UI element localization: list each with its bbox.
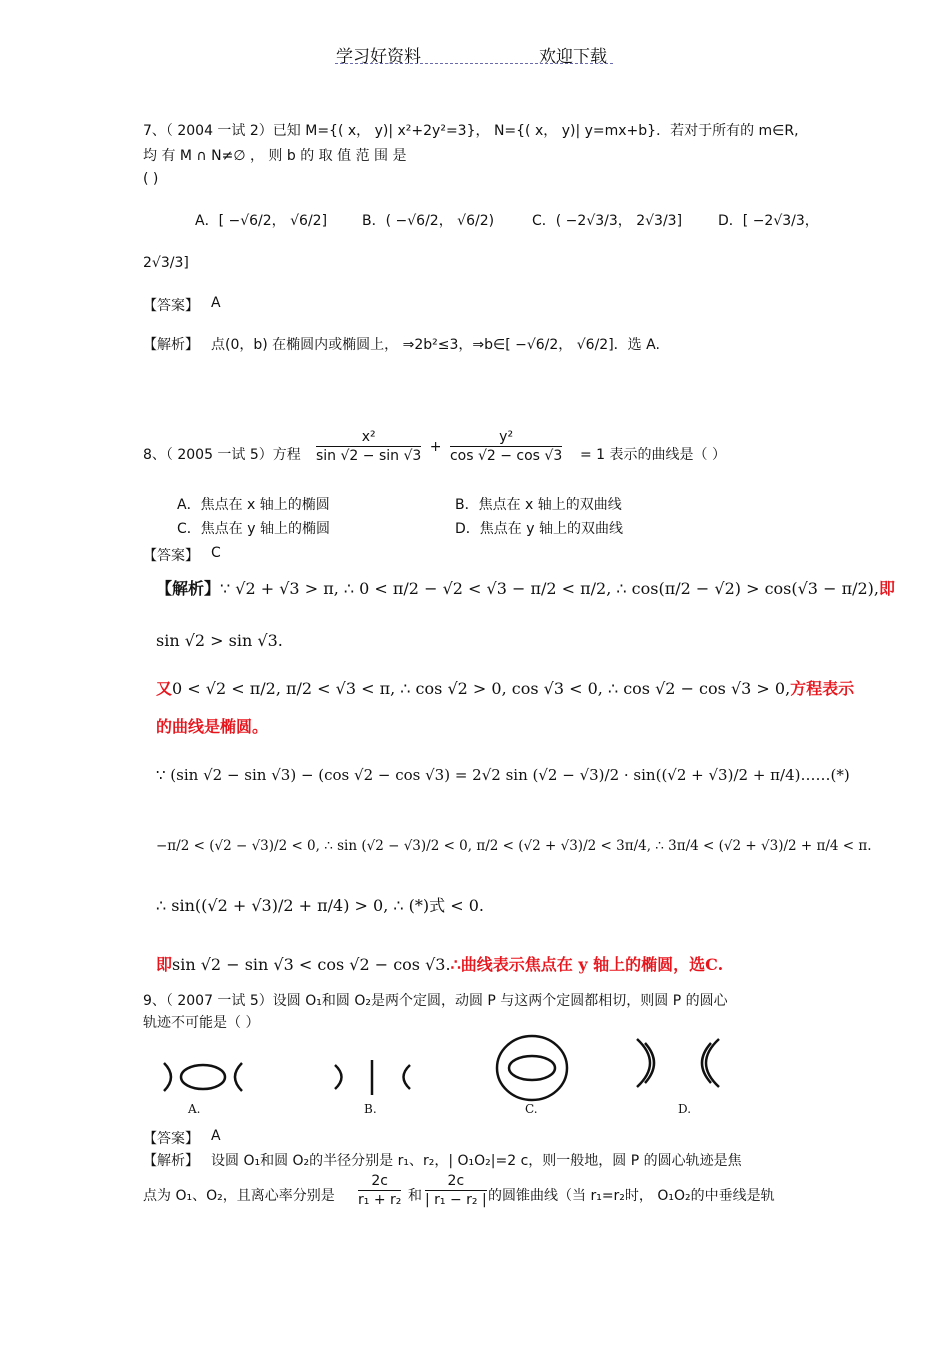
q7-answer-label: 【答案】	[143, 298, 199, 314]
q9-analysis-line2-mid: 和	[408, 1188, 422, 1204]
q8-option-a: A．焦点在 x 轴上的椭圆	[177, 497, 330, 513]
q9-fraction-b-num: 2c	[425, 1172, 487, 1191]
q8-analysis-line8	[156, 952, 723, 975]
q9-analysis-line1: 设圆 O₁和圆 O₂的半径分别是 r₁、r₂，| O₁O₂|=2 c，则一般地，圆 P 的圆心轨迹是焦	[211, 1153, 742, 1169]
q7-answer: A	[211, 295, 221, 311]
q8-answer-label: 【答案】	[143, 548, 199, 564]
q8-analysis-l2: sin √2 > sin √3.	[156, 631, 283, 650]
q8-fraction-y-den: cos √2 − cos √3	[449, 448, 563, 464]
figure-d-label: D.	[678, 1102, 692, 1116]
header-right: 欢迎下载	[539, 47, 607, 67]
q8-fraction-y-num: y²	[450, 428, 562, 447]
q8-analysis-l8-red: 即	[156, 955, 173, 974]
q8-analysis-l1-red: 即	[878, 579, 895, 598]
q9-analysis-line2-suffix: 的圆锥曲线（当 r₁=r₂时， O₁O₂的中垂线是轨	[488, 1188, 775, 1204]
q7-option-a: A．[ −√6/2， √6/2]	[195, 213, 328, 229]
q9-answer: A	[211, 1128, 221, 1144]
q8-analysis-l1: ∵ √2 + √3 > π, ∴ 0 < π/2 − √2 < √3 − π/2 < π/2, ∴ cos(π/2 − √2) > cos(√3 − π/2),	[220, 579, 879, 598]
q8-answer: C	[211, 545, 221, 561]
q8-analysis-l7: ∴ sin((√2 + √3)/2 + π/4) > 0, ∴ (*)式 < 0.	[156, 896, 484, 915]
figure-c-label: C.	[525, 1102, 538, 1116]
q8-analysis-l4: 的曲线是椭圆。	[156, 717, 269, 736]
q8-analysis-l6: −π/2 < (√2 − √3)/2 < 0, ∴ sin (√2 − √3)/2 < 0, π/2 < (√2 + √3)/2 < 3π/4, ∴ 3π/4 < (√2 + √3)/2 + π/4 < π.	[156, 838, 872, 854]
q8-analysis-l8: sin √2 − sin √3 < cos √2 − cos √3.	[172, 955, 451, 974]
q8-fraction-y	[450, 428, 562, 465]
q8-analysis-l3-red2: 方程表示	[790, 679, 855, 698]
q8-option-c: C．焦点在 y 轴上的椭圆	[177, 521, 330, 537]
figure-a-label: A.	[188, 1102, 201, 1116]
q8-fraction-x-num: x²	[316, 428, 421, 447]
q8-stem-suffix: = 1 表示的曲线是（ ）	[580, 447, 726, 463]
q8-fraction-x	[316, 428, 421, 465]
figure-d	[633, 1035, 723, 1090]
q9-stem-line2: 轨迹不可能是（ ）	[143, 1015, 260, 1031]
figure-b-label: B.	[364, 1102, 377, 1116]
q8-analysis-line1	[156, 576, 895, 599]
figure-b	[330, 1055, 415, 1100]
q8-analysis-line3	[156, 676, 854, 699]
q7-option-c: C．( −2√3/3， 2√3/3]	[532, 213, 683, 229]
q9-analysis-label: 【解析】	[143, 1153, 199, 1169]
q7-option-b: B．( −√6/2， √6/2)	[362, 213, 495, 229]
header-left: 学习好资料	[336, 47, 421, 67]
q7-analysis-label: 【解析】	[143, 337, 199, 353]
q7-stem-line2: 均 有 M ∩ N≠∅ ， 则 b 的 取 值 范 围 是	[143, 148, 407, 164]
q8-option-d: D．焦点在 y 轴上的双曲线	[455, 521, 623, 537]
q9-fraction-b	[425, 1172, 487, 1209]
q8-fraction-x-den: sin √2 − sin √3	[316, 448, 422, 464]
q8-equation: $\frac{\text{x²}}{\sin √2 - \sin √3}$ + $\frac{\text{y²}}{\cos √2 - \cos √3}$	[316, 429, 563, 464]
q9-analysis-line2-prefix: 点为 O₁、O₂，且离心率分别是	[143, 1188, 335, 1204]
q7-stem-line1: 7、（ 2004 一试 2）已知 M={( x， y)| x²+2y²=3}， N={( x， y)| y=mx+b}．若对于所有的 m∈R,	[143, 123, 799, 139]
q8-stem-prefix: 8、（ 2005 一试 5）方程	[143, 447, 301, 463]
q7-option-d: D．[ −2√3/3，	[718, 213, 819, 229]
q9-fraction-b-den: | r₁ − r₂ |	[425, 1192, 487, 1208]
q9-fraction-a-den: r₁ + r₂	[358, 1192, 402, 1208]
q8-option-b: B．焦点在 x 轴上的双曲线	[455, 497, 622, 513]
figure-c	[494, 1033, 570, 1103]
q9-stem-line1: 9、（ 2007 一试 5）设圆 O₁和圆 O₂是两个定圆，动圆 P 与这两个定圆都相切，则圆 P 的圆心	[143, 993, 728, 1009]
q8-analysis-label: 【解析】	[156, 579, 221, 598]
header-divider	[335, 63, 613, 64]
q7-stem-line3: ( )	[143, 171, 159, 187]
q8-analysis-l5: ∵ (sin √2 − sin √3) − (cos √2 − cos √3) = 2√2 sin (√2 − √3)/2 · sin((√2 + √3)/2 + π/4)……(*)	[156, 766, 850, 784]
q8-analysis-l3: 0 < √2 < π/2, π/2 < √3 < π, ∴ cos √2 > 0, cos √3 < 0, ∴ cos √2 − cos √3 > 0,	[172, 679, 791, 698]
q9-fraction-a-num: 2c	[358, 1172, 401, 1191]
q9-answer-label: 【答案】	[143, 1131, 199, 1147]
q8-analysis-l3-red: 又	[156, 679, 173, 698]
q7-option-d-cont: 2√3/3]	[143, 255, 189, 271]
q7-analysis: 点(0，b) 在椭圆内或椭圆上， ⇒2b²≤3，⇒b∈[ −√6/2， √6/2]．选 A.	[211, 337, 660, 353]
q9-fraction-a	[358, 1172, 401, 1209]
figure-a	[158, 1055, 248, 1100]
q8-analysis-l8-red2: ∴曲线表示焦点在 y 轴上的椭圆，选C.	[450, 955, 724, 974]
